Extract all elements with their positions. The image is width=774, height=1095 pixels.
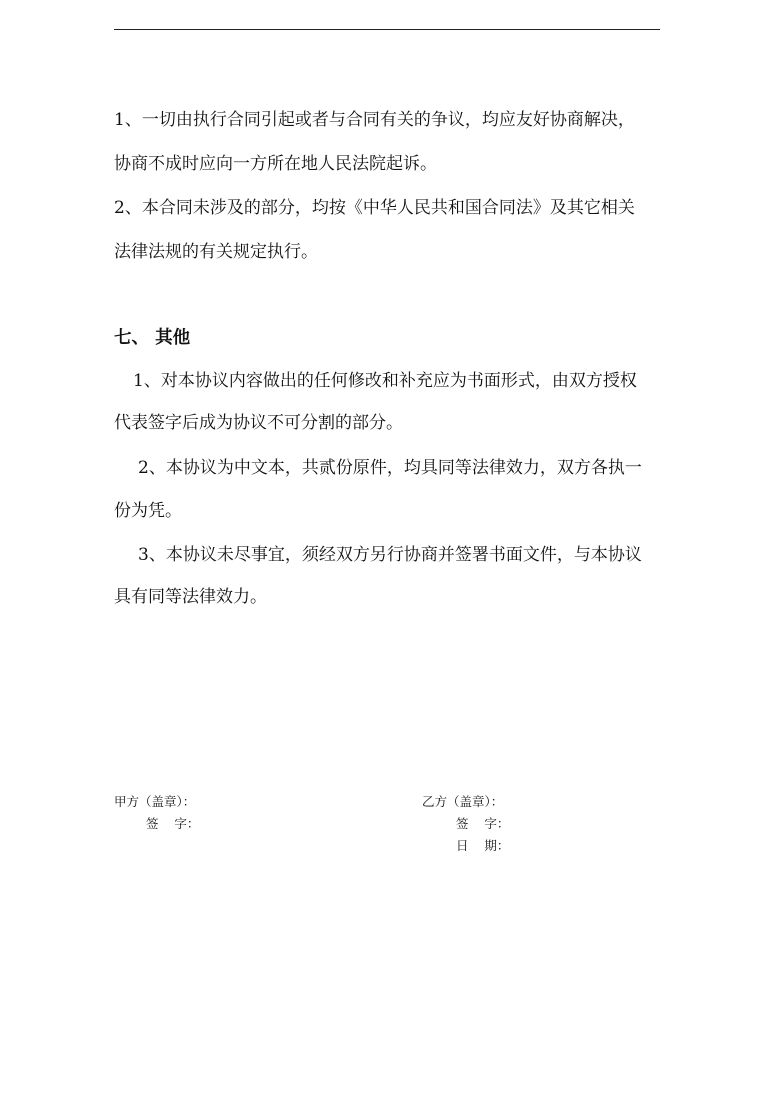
clause-7-3-line-2: 具有同等法律效力。 bbox=[114, 587, 267, 607]
clause-7-1-line-1: 1、对本协议内容做出的任何修改和补充应为书面形式，由双方授权 bbox=[133, 371, 637, 391]
clause-6-2-line-1: 2、本合同未涉及的部分，均按《中华人民共和国合同法》及其它相关 bbox=[114, 198, 635, 218]
clause-7-2-line-2: 份为凭。 bbox=[114, 501, 182, 521]
clause-7-1-line-2: 代表签字后成为协议不可分割的部分。 bbox=[114, 413, 403, 433]
clause-6-1-line-2: 协商不成时应向一方所在地人民法院起诉。 bbox=[114, 154, 437, 174]
party-a-seal-label: 甲方（盖章）： bbox=[114, 794, 196, 809]
party-b-date-label: 日 期： bbox=[456, 838, 510, 853]
section-7-heading: 七、 其他 bbox=[114, 328, 191, 348]
clause-7-3-line-1: 3、本协议未尽事宜，须经双方另行协商并签署书面文件，与本协议 bbox=[138, 545, 642, 565]
clause-7-2-line-1: 2、本协议为中文本，共贰份原件，均具同等法律效力，双方各执一 bbox=[138, 458, 642, 478]
clause-6-1-line-1: 1、一切由执行合同引起或者与合同有关的争议，均应友好协商解决， bbox=[114, 110, 635, 130]
party-b-sign-label: 签 字： bbox=[456, 816, 510, 831]
party-a-sign-label: 签 字： bbox=[146, 816, 200, 831]
clause-6-2-line-2: 法律法规的有关规定执行。 bbox=[114, 242, 318, 262]
header-rule bbox=[114, 29, 660, 30]
party-b-seal-label: 乙方（盖章）： bbox=[422, 794, 504, 809]
